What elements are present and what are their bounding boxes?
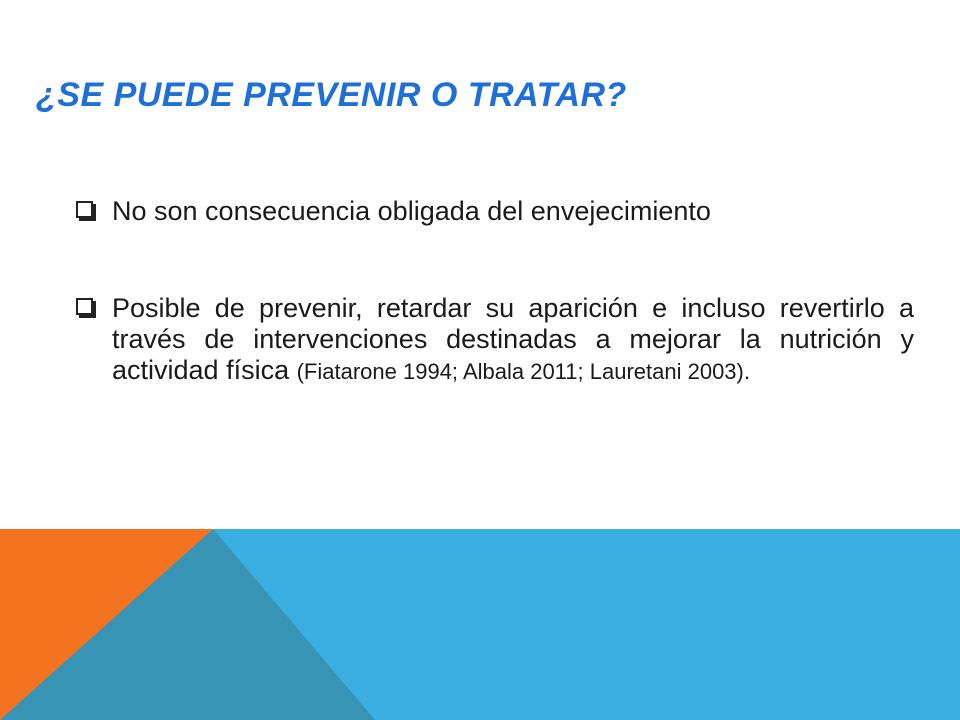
bullet-text: Posible de prevenir, retardar su aparición e incluso revertirlo a través de intervenciones destinadas a mejorar la nutrición y actividad física xyxy=(112,293,914,385)
bullet-item xyxy=(74,293,914,387)
footer-decoration xyxy=(0,529,960,720)
bullet-text: No son consecuencia obligada del envejecimiento xyxy=(112,196,711,226)
bullet-list xyxy=(74,196,914,387)
citation-text: (Fiatarone 1994; Albala 2011; Lauretani 2003). xyxy=(296,359,750,384)
checkbox-square-bullet-icon xyxy=(76,201,93,218)
slide-title: ¿SE PUEDE PREVENIR O TRATAR? xyxy=(36,76,627,114)
bullet-item xyxy=(74,196,914,227)
checkbox-square-bullet-icon xyxy=(76,298,93,315)
